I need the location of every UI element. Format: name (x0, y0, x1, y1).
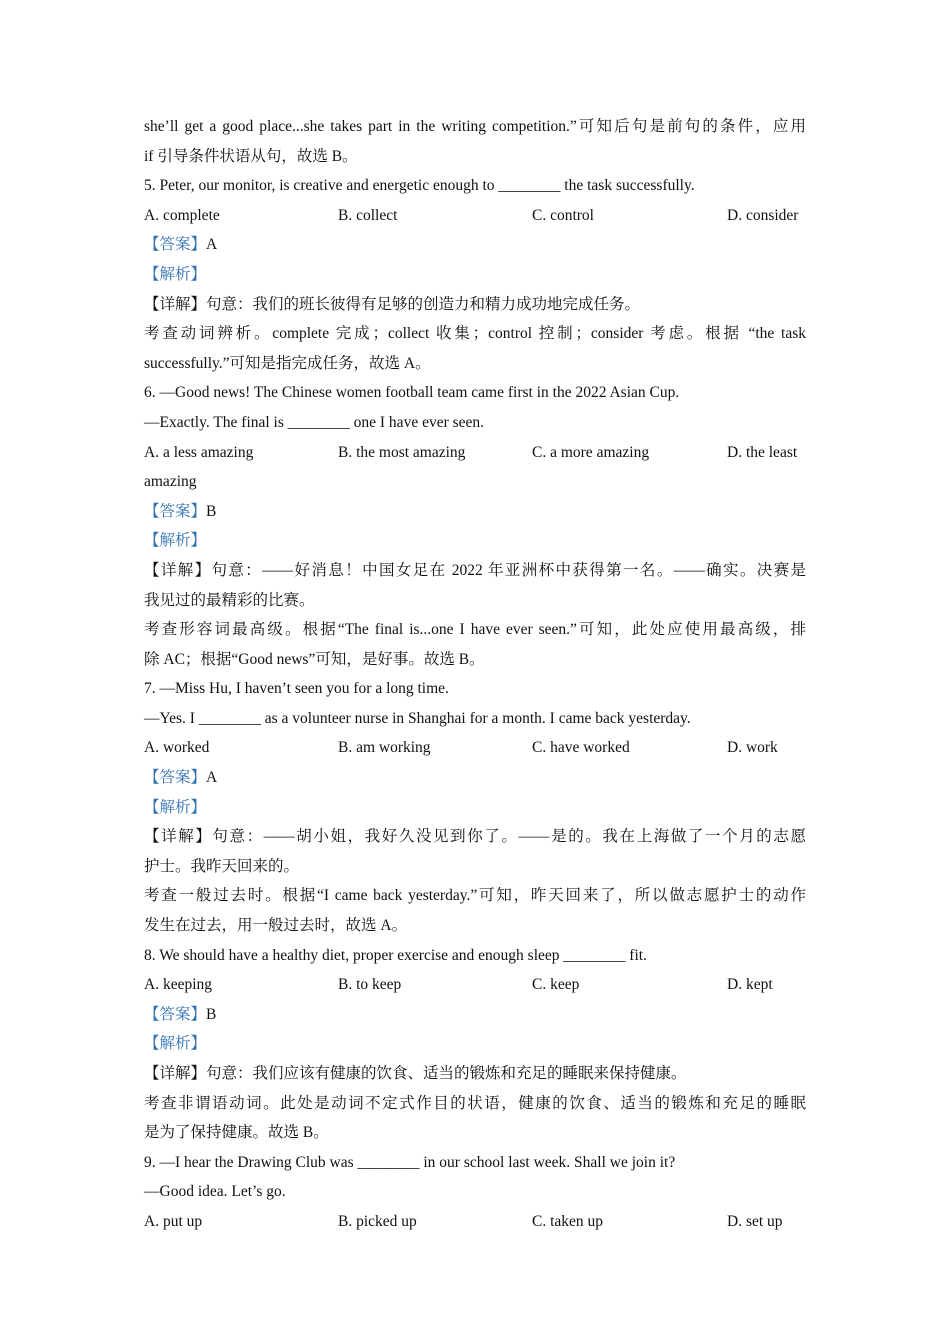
question-8-options (144, 970, 806, 1000)
answer-value: B (206, 502, 217, 520)
detail-line: 考查非谓语动词。此处是动词不定式作目的状语，健康的饮食、适当的锻炼和充足的睡眠 (144, 1094, 806, 1112)
detail-line: 【详解】句意：——胡小姐，我好久没见到你了。——是的。我在上海做了一个月的志愿 (144, 828, 806, 846)
option-a: A. a less amazing (144, 443, 254, 461)
detail-line: 发生在过去，用一般过去时，故选 A。 (144, 917, 408, 935)
option-d: D. kept (727, 976, 773, 994)
answer-tag: 【答案】 (144, 769, 207, 787)
answer-tag: 【答案】 (144, 236, 207, 254)
option-c: C. control (532, 206, 594, 224)
detail-line: 考查一般过去时。根据“I came back yesterday.”可知，昨天回来了，所以做志愿护士的动作 (144, 887, 806, 905)
question-9-stem: 9. —I hear the Drawing Club was ________ in our school last week. Shall we join it? (144, 1153, 676, 1171)
option-c: C. have worked (532, 739, 630, 757)
detail-line: successfully.”可知是指完成任务，故选 A。 (144, 354, 431, 372)
question-6-options (144, 438, 806, 468)
option-b: B. collect (338, 206, 398, 224)
explanation-line: she’ll get a good place...she takes part in the writing competition.”可知后句是前句的条件，应用 (144, 118, 806, 135)
question-7-stem: —Yes. I ________ as a volunteer nurse in Shanghai for a month. I came back yesterday. (144, 709, 691, 727)
option-a: A. worked (144, 739, 210, 757)
question-9-options (144, 1207, 806, 1237)
option-a: A. keeping (144, 976, 213, 994)
option-d: D. consider (727, 206, 799, 224)
option-c: C. keep (532, 976, 580, 994)
analysis-tag: 【解析】 (144, 798, 207, 816)
option-d: D. work (727, 739, 778, 757)
answer-value: B (206, 1005, 217, 1023)
detail-line: 【详解】句意：——好消息！中国女足在 2022 年亚洲杯中获得第一名。——确实。决赛是 (144, 561, 806, 579)
answer-line (144, 230, 806, 260)
answer-value: A (206, 236, 218, 254)
detail-line: 除 AC；根据“Good news”可知，是好事。故选 B。 (144, 650, 485, 668)
detail-line: 【详解】句意：我们应该有健康的饮食、适当的锻炼和充足的睡眠来保持健康。 (144, 1065, 687, 1082)
option-d: D. set up (727, 1212, 783, 1230)
detail-line: 是为了保持健康。故选 B。 (144, 1124, 329, 1142)
option-c: C. taken up (532, 1212, 604, 1230)
option-b: B. the most amazing (338, 443, 466, 461)
analysis-tag: 【解析】 (144, 1035, 207, 1053)
option-d-continued: amazing (144, 473, 197, 491)
question-5-stem: 5. Peter, our monitor, is creative and energetic enough to ________ the task successfully. (144, 177, 695, 195)
detail-line: 我见过的最精彩的比赛。 (144, 591, 315, 609)
answer-tag: 【答案】 (144, 502, 207, 520)
question-6-stem: —Exactly. The final is ________ one I have ever seen. (144, 413, 485, 431)
option-b: B. picked up (338, 1212, 417, 1230)
question-9-stem: —Good idea. Let’s go. (144, 1183, 286, 1201)
detail-line: 考查形容词最高级。根据“The final is...one I have ever seen.”可知，此处应使用最高级，排 (144, 621, 806, 639)
answer-tag: 【答案】 (144, 1005, 207, 1023)
detail-line: 【详解】句意：我们的班长彼得有足够的创造力和精力成功地完成任务。 (144, 295, 641, 313)
explanation-line: if 引导条件状语从句，故选 B。 (144, 147, 358, 165)
answer-line (144, 1000, 806, 1030)
question-8-stem: 8. We should have a healthy diet, proper exercise and enough sleep ________ fit. (144, 946, 647, 964)
question-7-stem: 7. —Miss Hu, I haven’t seen you for a long time. (144, 680, 449, 698)
question-6-stem: 6. —Good news! The Chinese women football team came first in the 2022 Asian Cup. (144, 384, 680, 402)
answer-line (144, 763, 806, 793)
option-b: B. to keep (338, 976, 402, 994)
question-5-options (144, 201, 806, 231)
option-b: B. am working (338, 739, 431, 757)
detail-line: 护士。我昨天回来的。 (144, 857, 300, 875)
answer-line (144, 497, 806, 527)
option-d: D. the least (727, 443, 798, 461)
option-a: A. complete (144, 206, 220, 224)
analysis-tag: 【解析】 (144, 532, 207, 550)
analysis-tag: 【解析】 (144, 265, 207, 283)
option-c: C. a more amazing (532, 443, 650, 461)
question-7-options (144, 733, 806, 763)
detail-line: 考查动词辨析。complete 完成；collect 收集；control 控制；consider 考虑。根据 “the task (144, 325, 806, 343)
option-a: A. put up (144, 1212, 203, 1230)
document-body (144, 112, 806, 1237)
answer-value: A (206, 769, 218, 787)
